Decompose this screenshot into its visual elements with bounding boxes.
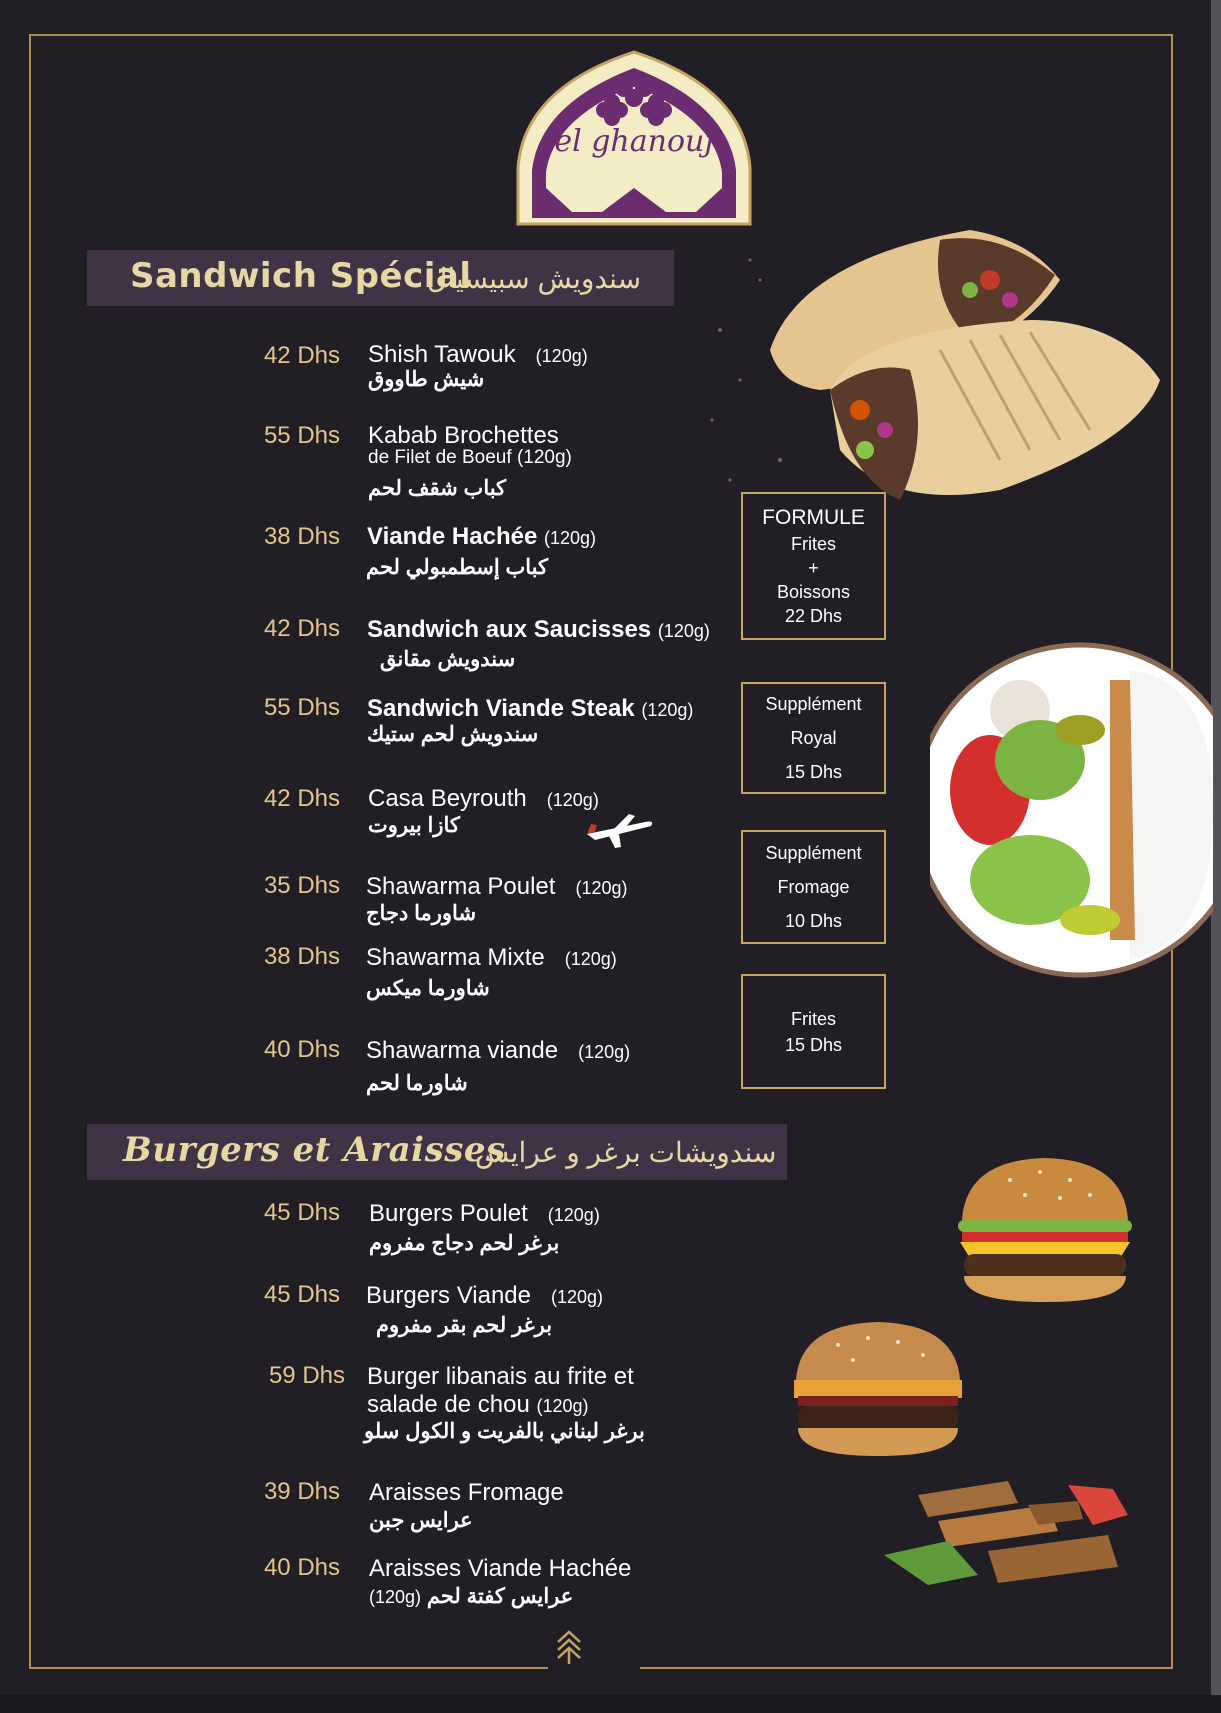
item-price: 55 Dhs — [263, 422, 340, 449]
item-price: 45 Dhs — [263, 1281, 340, 1308]
section-title-fr: Sandwich Spécial — [130, 256, 472, 296]
item-price: 45 Dhs — [263, 1199, 340, 1226]
item-subname: salade de chou (120g) — [367, 1391, 589, 1418]
item-name: Araisses Viande Hachée — [369, 1555, 632, 1582]
section-header-sandwich — [87, 250, 674, 306]
item-name-ar: برغر لحم دجاج مفروم — [369, 1232, 560, 1255]
item-price: 38 Dhs — [263, 523, 340, 550]
item-name-ar: برغر لبناني بالفريت و الكول سلو — [364, 1420, 645, 1443]
item-name: Burgers Poulet (120g) — [369, 1200, 600, 1227]
page-bottom-edge — [0, 1695, 1221, 1713]
airplane-icon — [585, 810, 655, 850]
box-line: 22 Dhs — [784, 606, 843, 626]
supplement-fromage-box — [741, 830, 886, 944]
item-price: 55 Dhs — [263, 694, 340, 721]
item-price: 35 Dhs — [263, 872, 340, 899]
item-name: Burgers Viande (120g) — [366, 1282, 604, 1309]
item-price: 40 Dhs — [263, 1036, 340, 1063]
item-name-ar: شاورما دجاج — [366, 902, 477, 925]
item-name-ar: عرايس جبن — [369, 1509, 473, 1532]
item-name: Sandwich aux Saucisses (120g) — [367, 616, 710, 643]
item-name: Viande Hachée (120g) — [367, 523, 597, 550]
burger-illustration-2 — [788, 1320, 968, 1460]
item-price: 39 Dhs — [263, 1478, 340, 1505]
box-line: Frites — [791, 534, 836, 554]
item-name: Araisses Fromage — [369, 1479, 564, 1506]
item-name-ar: سندويش مقانق — [380, 648, 516, 671]
frites-box — [741, 974, 886, 1089]
item-name-ar: كباب إسطمبولي لحم — [366, 556, 548, 579]
supplement-royal-box — [741, 682, 886, 794]
item-name: Shish Tawouk (120g) — [368, 341, 588, 368]
box-line: 15 Dhs — [784, 1034, 843, 1055]
box-line: Frites — [791, 1008, 836, 1029]
chevron-up-icon — [556, 1628, 582, 1664]
item-name-ar: كازا بيروت — [368, 814, 460, 837]
item-price: 59 Dhs — [268, 1362, 345, 1389]
item-name-ar: سندويش لحم ستيك — [367, 723, 539, 746]
item-price: 40 Dhs — [263, 1554, 340, 1581]
item-name: Sandwich Viande Steak (120g) — [367, 695, 694, 722]
logo-text: el ghanouj — [554, 124, 714, 159]
section-title-ar: سندويشات برغر و عرايس — [475, 1137, 777, 1168]
item-name-ar: شاورما لحم — [366, 1072, 468, 1095]
section-title-ar: سندويش سبيسيال — [427, 263, 642, 294]
burger-illustration-1 — [950, 1150, 1140, 1310]
box-line: Boissons — [776, 582, 851, 602]
shawarma-plate-illustration — [930, 640, 1213, 980]
section-header-burgers — [87, 1124, 787, 1180]
item-name-ar: عرايس كفتة لحم (120g) — [369, 1585, 574, 1608]
box-line: Royal — [790, 728, 837, 748]
wrap-sandwich-illustration — [700, 220, 1170, 520]
box-line: Supplément — [765, 694, 862, 714]
box-line: Fromage — [777, 877, 850, 897]
box-line: 10 Dhs — [784, 911, 843, 931]
box-line: + — [808, 558, 819, 578]
item-name-ar: شاورما ميكس — [366, 977, 490, 1000]
item-subname: de Filet de Boeuf (120g) — [368, 447, 572, 468]
item-name-ar: كباب شقف لحم — [368, 477, 507, 500]
item-name: Shawarma viande (120g) — [366, 1037, 631, 1064]
item-name: Kabab Brochettes — [368, 422, 559, 449]
box-line: FORMULE — [762, 506, 865, 529]
item-price: 38 Dhs — [263, 943, 340, 970]
item-name: Shawarma Poulet (120g) — [366, 873, 628, 900]
item-price: 42 Dhs — [263, 785, 340, 812]
box-line: Supplément — [765, 843, 862, 863]
item-name: Burger libanais au frite et — [367, 1363, 634, 1390]
araisses-illustration — [878, 1475, 1138, 1605]
item-name-ar: برغر لحم بقر مفروم — [376, 1314, 553, 1337]
item-name-ar: شيش طاووق — [368, 368, 485, 391]
item-price: 42 Dhs — [263, 615, 340, 642]
box-line: 15 Dhs — [784, 762, 843, 782]
item-name: Shawarma Mixte (120g) — [366, 944, 617, 971]
section-title-fr: Burgers et Araisses — [123, 1130, 506, 1170]
item-price: 42 Dhs — [263, 342, 340, 369]
item-name: Casa Beyrouth (120g) — [368, 785, 599, 812]
